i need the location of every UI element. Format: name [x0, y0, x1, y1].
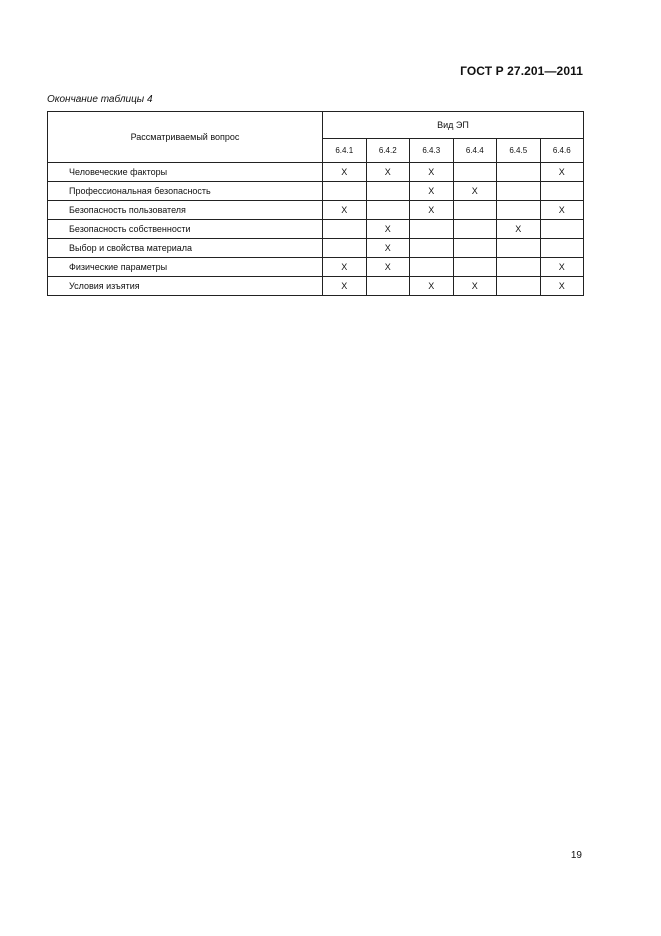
row-label: Выбор и свойства материала: [48, 239, 323, 258]
group-column-header: Вид ЭП: [323, 112, 584, 139]
mark-cell: X: [410, 201, 454, 220]
mark-cell: [323, 220, 367, 239]
column-code: 6.4.4: [453, 139, 497, 163]
mark-cell: [540, 182, 584, 201]
mark-cell: [453, 239, 497, 258]
table-row: [48, 277, 584, 296]
row-label: Человеческие факторы: [48, 163, 323, 182]
document-standard-number: ГОСТ Р 27.201—2011: [460, 64, 583, 78]
mark-cell: [453, 201, 497, 220]
mark-cell: [497, 201, 541, 220]
mark-cell: X: [366, 163, 410, 182]
column-code: 6.4.3: [410, 139, 454, 163]
table-header-row: [48, 112, 584, 139]
table-body: [48, 163, 584, 296]
mark-cell: [540, 239, 584, 258]
mark-cell: X: [323, 258, 367, 277]
table-row: [48, 258, 584, 277]
mark-cell: X: [410, 163, 454, 182]
table-row: [48, 201, 584, 220]
mark-cell: [410, 258, 454, 277]
row-label: Безопасность пользователя: [48, 201, 323, 220]
issues-matrix-table: [47, 111, 584, 296]
mark-cell: X: [540, 277, 584, 296]
mark-cell: [497, 258, 541, 277]
mark-cell: X: [366, 258, 410, 277]
mark-cell: [453, 163, 497, 182]
mark-cell: [410, 239, 454, 258]
column-code: 6.4.6: [540, 139, 584, 163]
mark-cell: X: [540, 163, 584, 182]
mark-cell: [497, 163, 541, 182]
row-label: Безопасность собственности: [48, 220, 323, 239]
mark-cell: X: [366, 239, 410, 258]
mark-cell: X: [323, 163, 367, 182]
table-row: [48, 220, 584, 239]
table-row: [48, 163, 584, 182]
mark-cell: X: [323, 277, 367, 296]
mark-cell: X: [453, 277, 497, 296]
table-row: [48, 182, 584, 201]
mark-cell: [497, 239, 541, 258]
mark-cell: [323, 239, 367, 258]
row-label: Условия изъятия: [48, 277, 323, 296]
mark-cell: X: [540, 201, 584, 220]
mark-cell: [366, 277, 410, 296]
mark-cell: [453, 220, 497, 239]
mark-cell: X: [323, 201, 367, 220]
mark-cell: [323, 182, 367, 201]
mark-cell: X: [453, 182, 497, 201]
table-row: [48, 239, 584, 258]
mark-cell: [366, 201, 410, 220]
table-caption: Окончание таблицы 4: [47, 94, 153, 105]
mark-cell: X: [497, 220, 541, 239]
mark-cell: X: [410, 182, 454, 201]
mark-cell: [497, 182, 541, 201]
column-code: 6.4.2: [366, 139, 410, 163]
question-column-header: Рассматриваемый вопрос: [48, 112, 323, 163]
mark-cell: [410, 220, 454, 239]
column-code: 6.4.1: [323, 139, 367, 163]
page-number: 19: [570, 850, 582, 861]
row-label: Профессиональная безопасность: [48, 182, 323, 201]
mark-cell: [497, 277, 541, 296]
mark-cell: [453, 258, 497, 277]
mark-cell: X: [540, 258, 584, 277]
mark-cell: X: [410, 277, 454, 296]
mark-cell: [540, 220, 584, 239]
mark-cell: X: [366, 220, 410, 239]
row-label: Физические параметры: [48, 258, 323, 277]
mark-cell: [366, 182, 410, 201]
column-code: 6.4.5: [497, 139, 541, 163]
